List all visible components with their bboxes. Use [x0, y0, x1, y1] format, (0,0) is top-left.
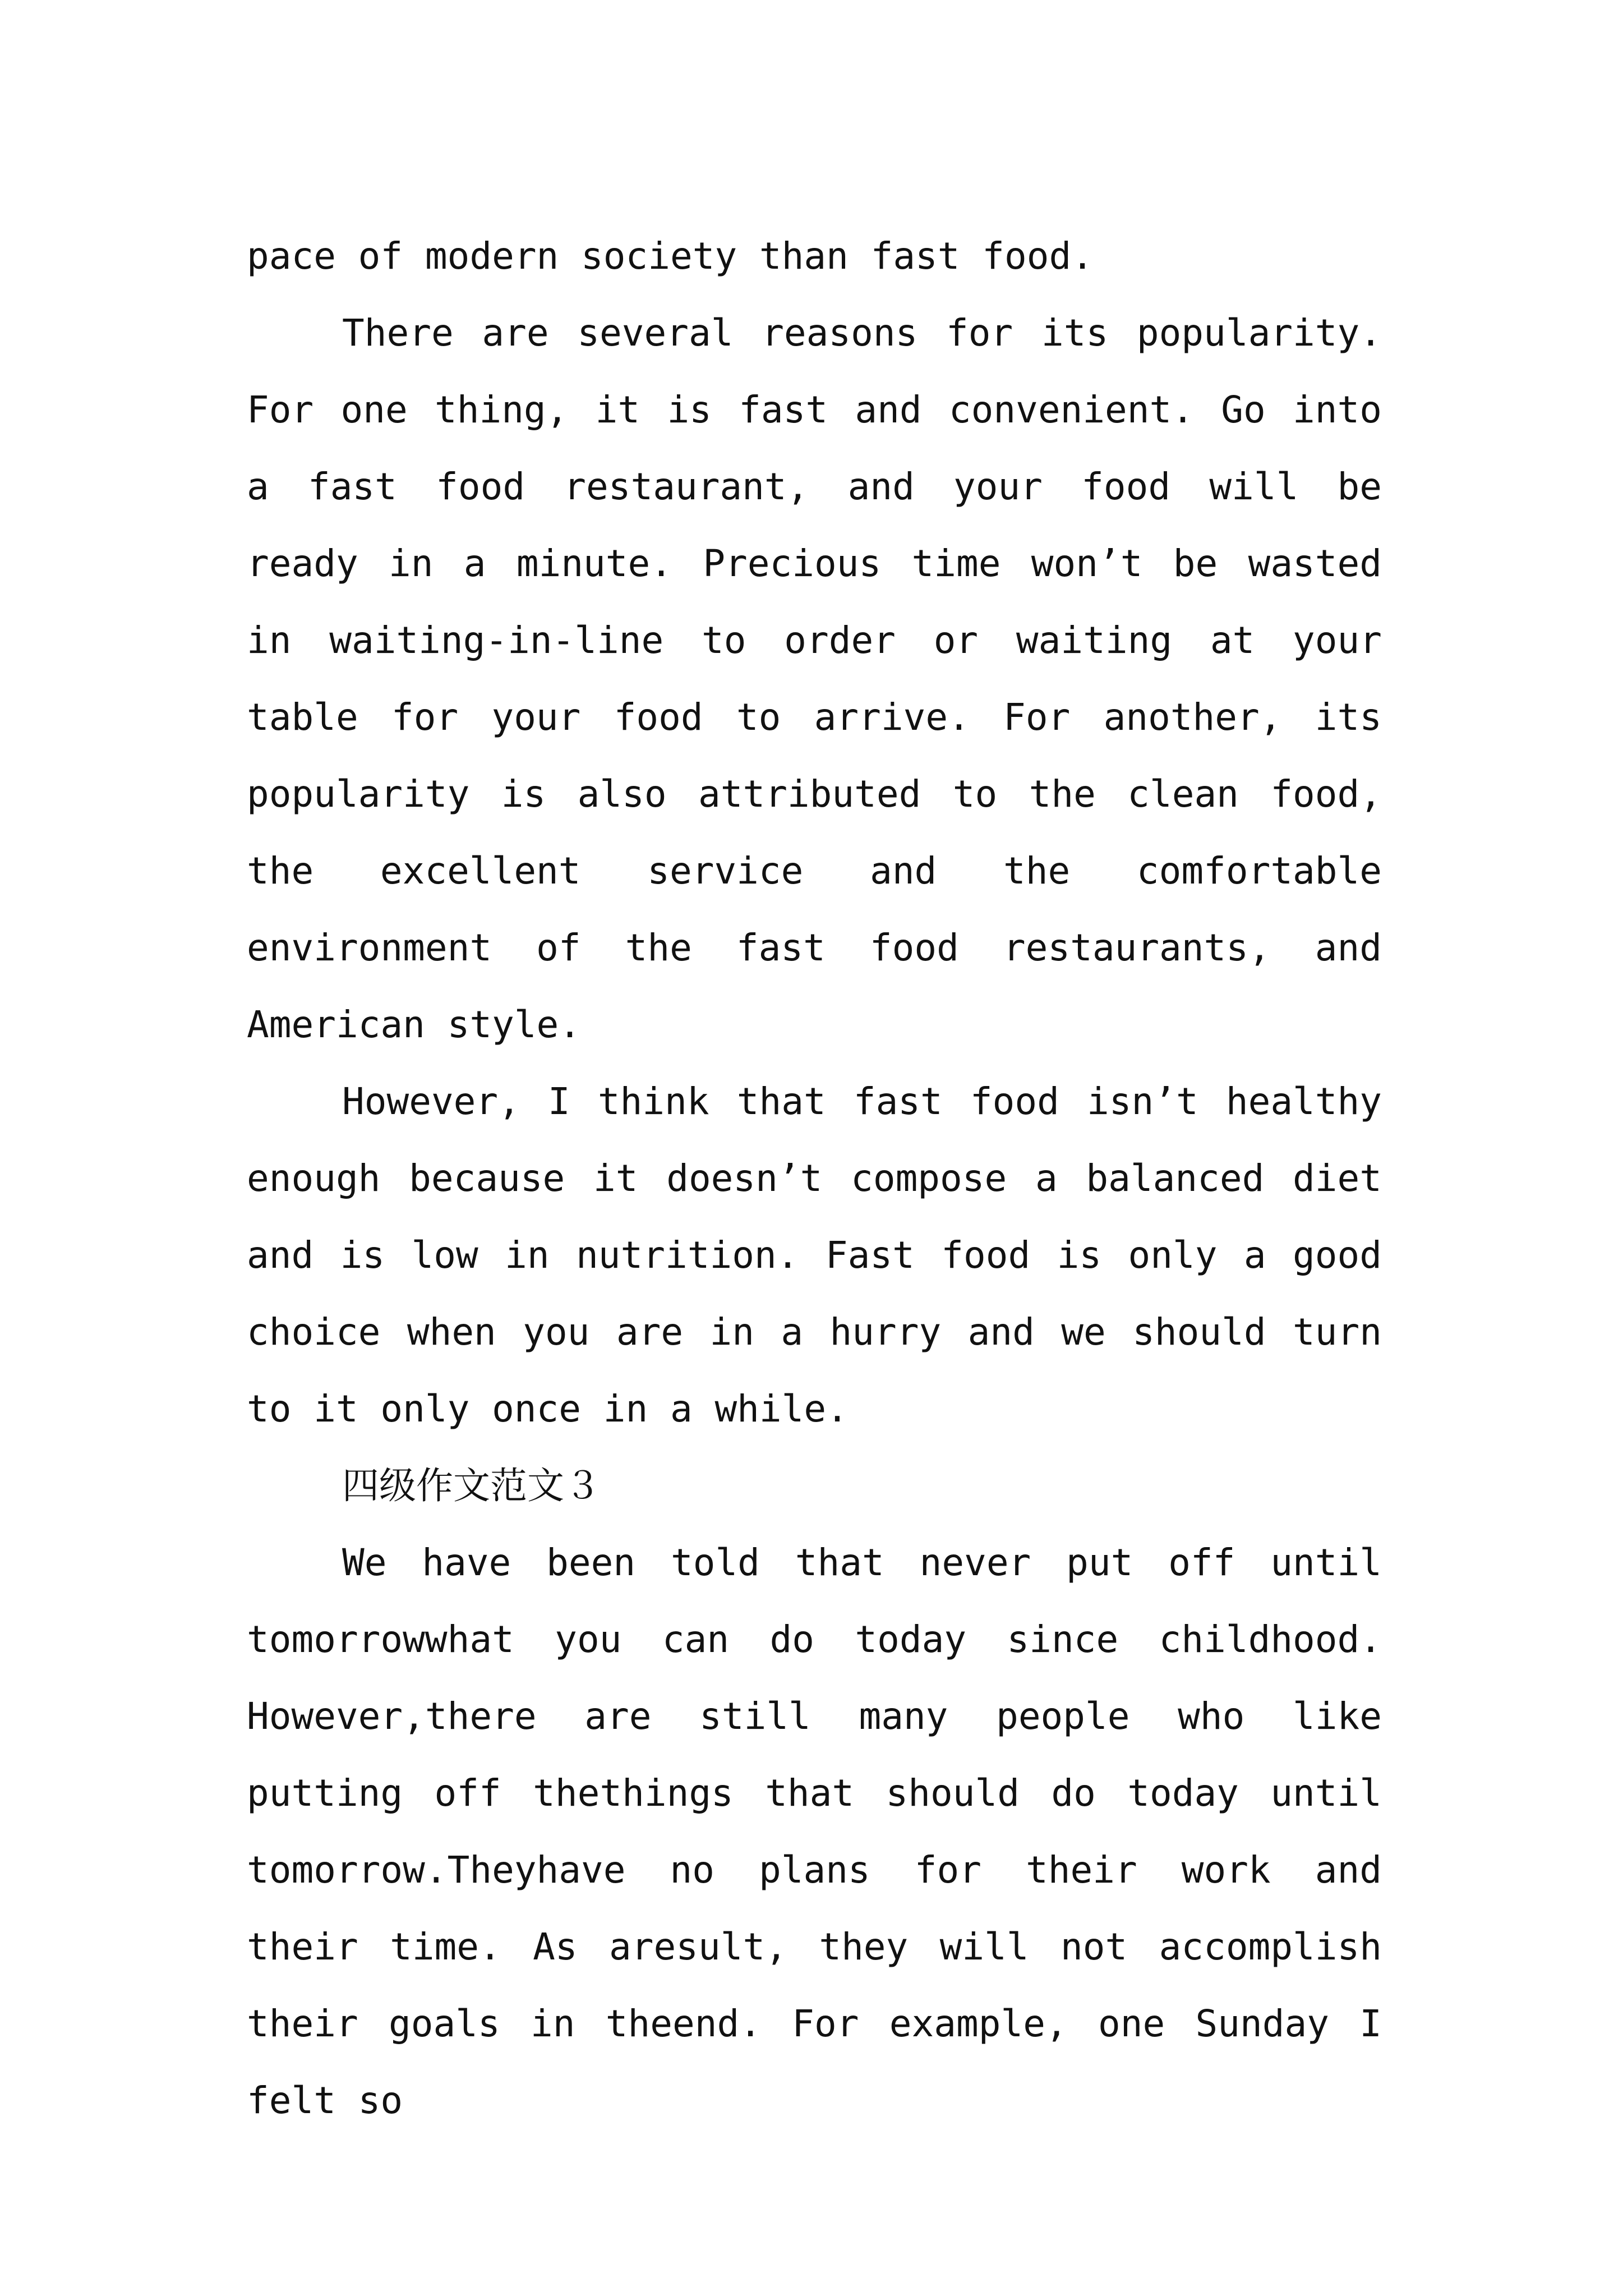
essay-heading: 四级作文范文３ — [342, 1464, 601, 1507]
paragraph-reasons: There are several reasons for its popularity. For one thing, it is fast and convenient. Go into a fast food restaurant, and your food will be ready in a minute. Precious time won’t be wasted in waiting-in-line to order or waiting at your table for your food to arrive. For another, its popularity is also attributed to the clean food, the excellent service and the comfortable environment of the fast food restaurants, and American style. — [247, 311, 1382, 1046]
paragraph-intro-end: pace of modern society than fast food. — [247, 234, 1094, 278]
paragraph-however: However, I think that fast food isn’t healthy enough because it doesn’t compose a balanced diet and is low in nutrition. Fast food is only a good choice when you are in a hurry and we should turn to it only once in a while. — [247, 1080, 1382, 1430]
paragraph-procrastination: We have been told that never put off until tomorrowwhat you can do today since childhood. However,there are still many people who like putting off thethings that should do today until tomorrow.Theyhave no plans for their work and their time. As aresult, they will not accomplish their goals in theend. For example, one Sunday I felt so — [247, 1541, 1382, 2122]
document-body — [247, 218, 1382, 2139]
